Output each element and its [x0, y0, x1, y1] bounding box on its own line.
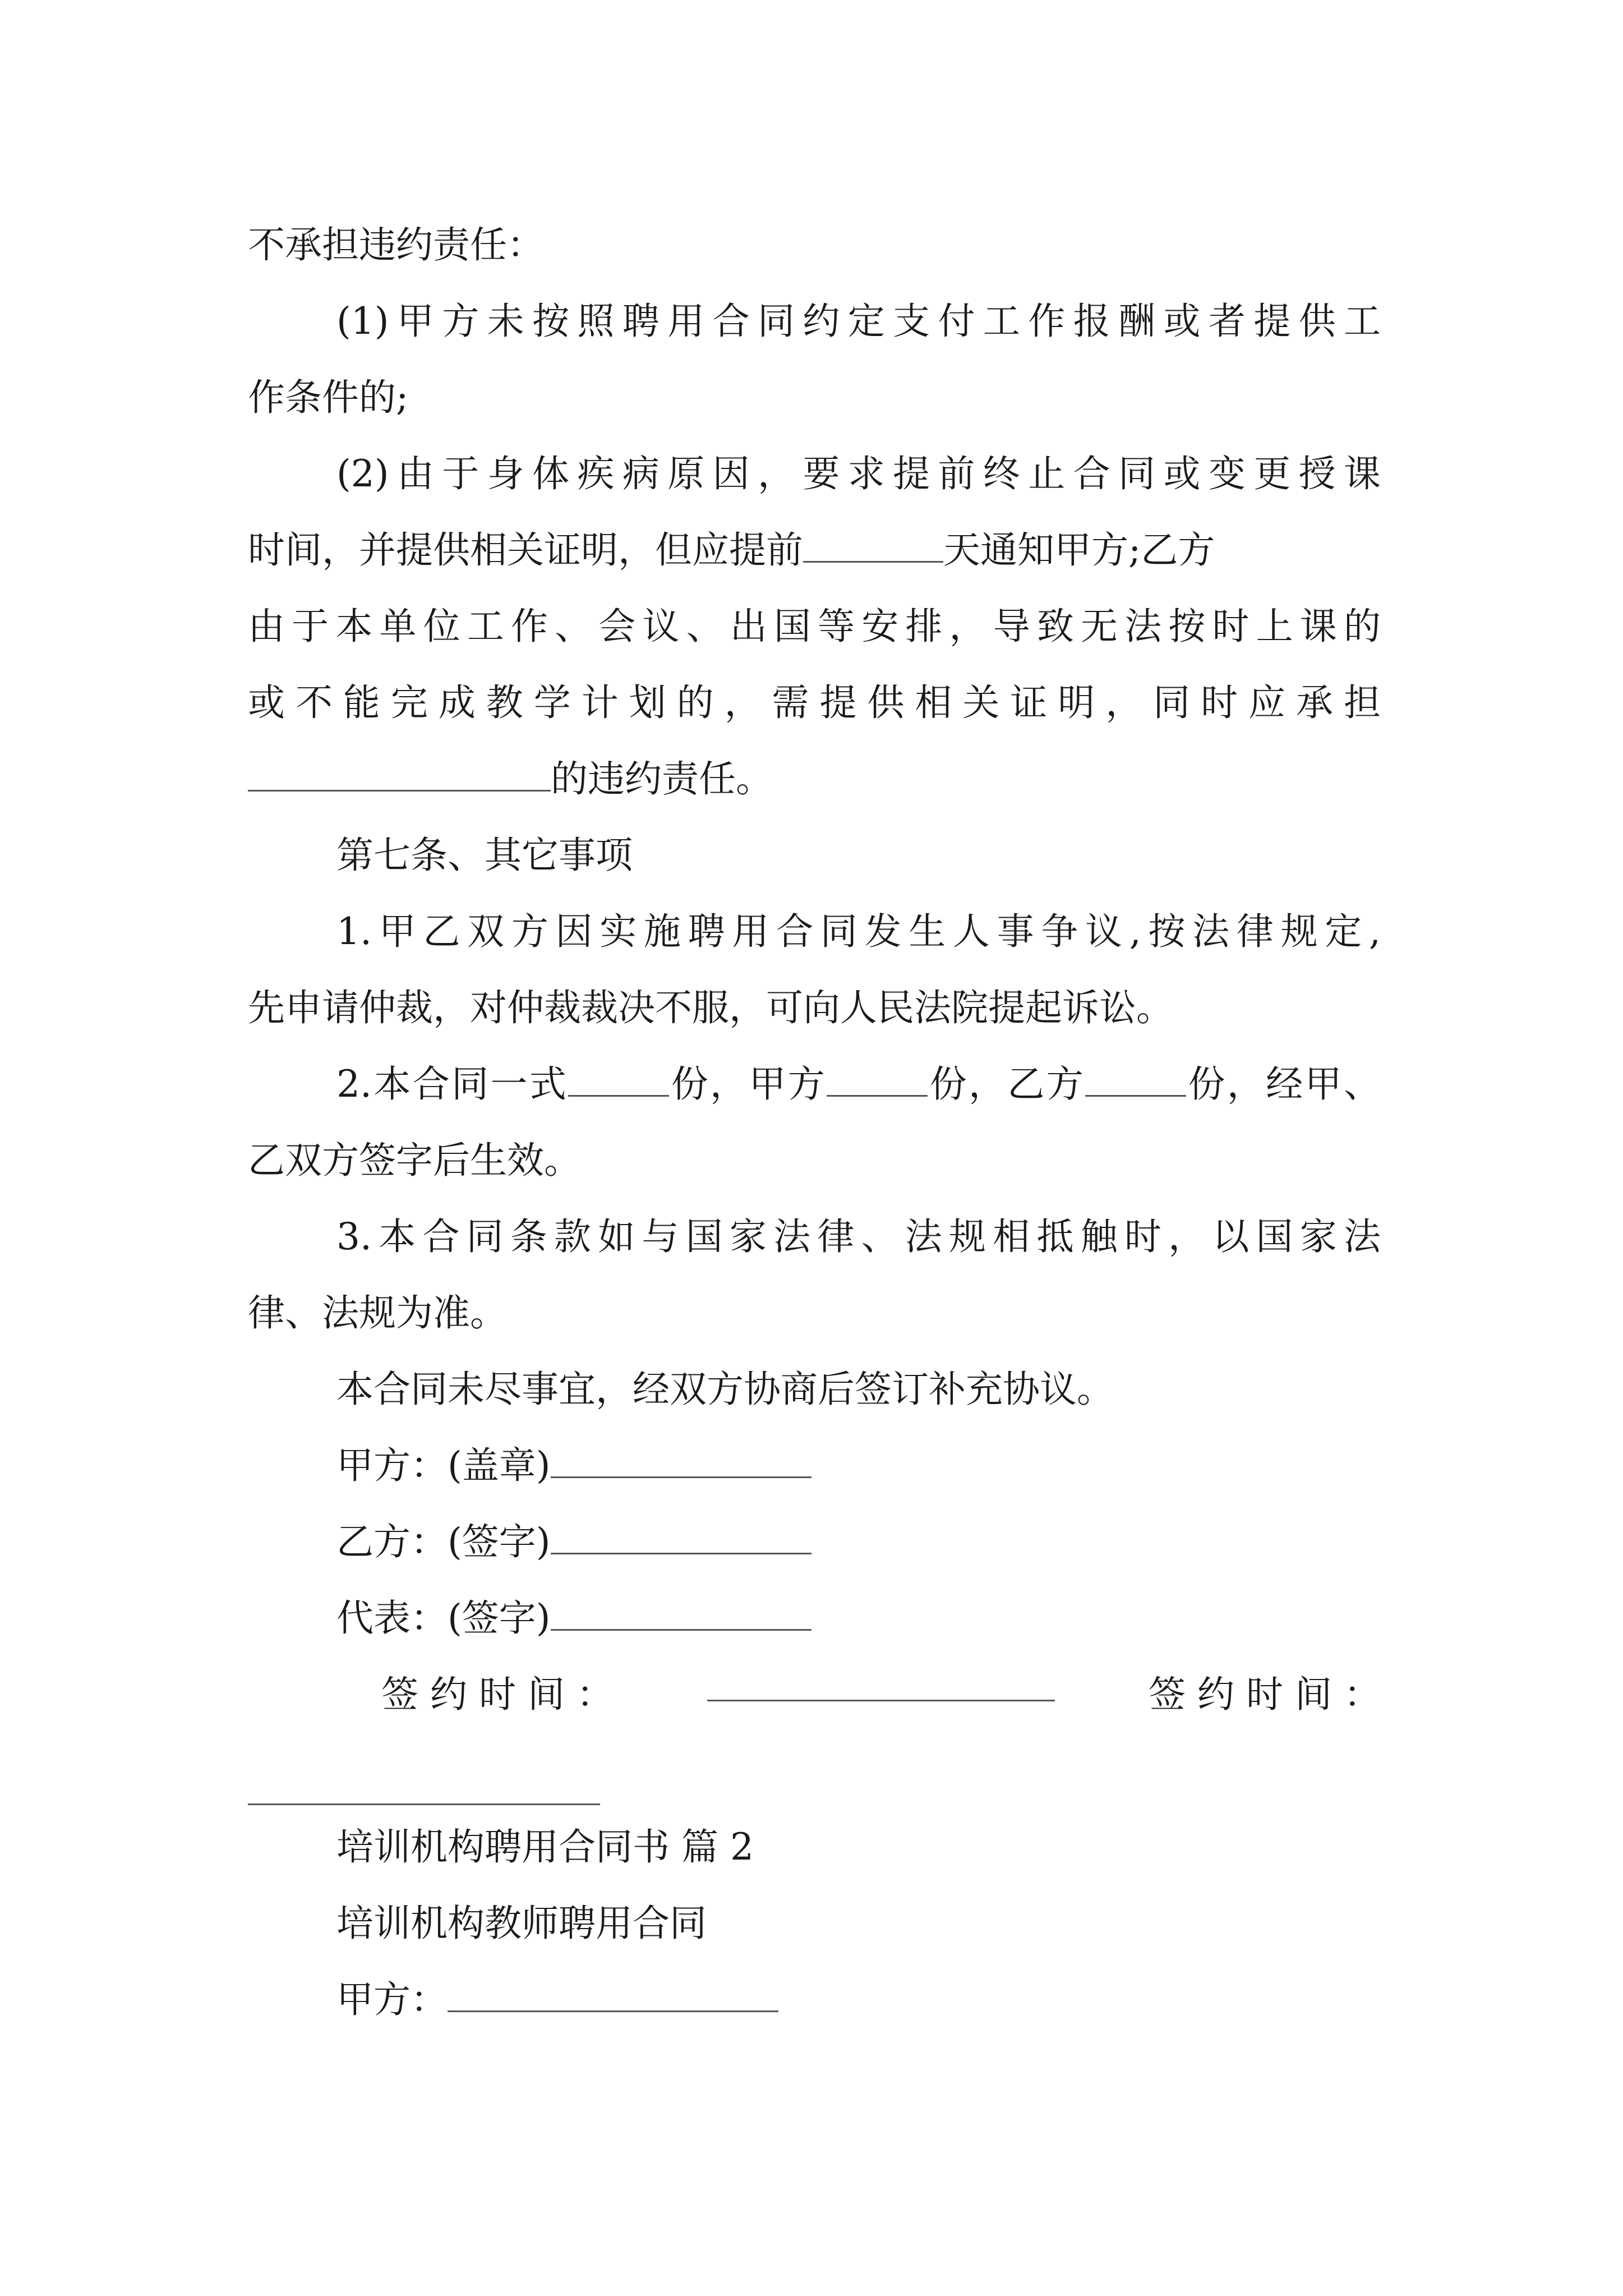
text: 律、法规为准。 — [248, 1291, 507, 1335]
party-b-signature-blank[interactable] — [551, 1542, 811, 1554]
section-heading — [336, 822, 633, 889]
text: 先申请仲裁，对仲裁裁决不服，可向人民法院提起诉讼。 — [248, 986, 1173, 1029]
paragraph-line — [248, 669, 1381, 737]
text: 1.甲乙双方因实施聘用合同发生人事争议,按法律规定, — [336, 910, 1381, 953]
text: (2)由于身体疾病原因，要求提前终止合同或变更授课 — [336, 452, 1381, 495]
text: 甲方：(盖章) — [336, 1444, 551, 1487]
party-a-line — [336, 1966, 778, 2033]
clause-item-1 — [336, 898, 1381, 965]
text: 或不能完成教学计划的，需提供相关证明，同时应承担 — [248, 681, 1381, 724]
copies-party-a-blank[interactable] — [827, 1084, 928, 1097]
clause-item-3 — [336, 1203, 1381, 1271]
representative-signature-blank[interactable] — [551, 1618, 811, 1631]
text: 培训机构教师聘用合同 — [336, 1902, 707, 1945]
clause-item-2 — [336, 1051, 1381, 1118]
paragraph-line — [248, 1280, 507, 1347]
paragraph-line — [248, 211, 544, 279]
representative-signature-line — [336, 1585, 811, 1652]
copies-party-b-blank[interactable] — [1085, 1084, 1186, 1097]
text: 不承担违约责任： — [248, 223, 544, 266]
text: 的违约责任。 — [551, 757, 773, 800]
party-b-signature-line — [336, 1508, 811, 1576]
text: 代表：(签字) — [336, 1596, 551, 1640]
copies-total-blank[interactable] — [568, 1084, 669, 1097]
party-a-name-blank[interactable] — [448, 1999, 778, 2012]
text: (1)甲方未按照聘用合同约定支付工作报酬或者提供工 — [336, 300, 1381, 343]
clause-item-1 — [336, 288, 1381, 355]
notice-days-blank[interactable] — [803, 550, 943, 563]
signing-date-blank-b[interactable] — [248, 1803, 600, 1805]
text: 份，经甲、 — [1186, 1062, 1381, 1106]
signing-date-blank-a[interactable] — [707, 1688, 1055, 1701]
paragraph-line — [248, 974, 1173, 1042]
text: 第七条、其它事项 — [336, 834, 633, 877]
text: 培训机构聘用合同书 篇 2 — [336, 1825, 754, 1869]
contract-title — [336, 1890, 707, 1957]
text: 本合同未尽事宜，经双方协商后签订补充协议。 — [336, 1368, 1114, 1411]
paragraph-line — [248, 364, 408, 431]
text: 甲方： — [336, 1978, 448, 2021]
clause-item-2 — [336, 440, 1381, 508]
text: 由于本单位工作、会议、出国等安排，导致无法按时上课的 — [248, 605, 1381, 648]
liability-blank[interactable] — [248, 779, 551, 792]
signing-date-label-a: 签 约 时 间 ： — [381, 1673, 614, 1716]
signing-date-label-b: 签 约 时 间 ： — [1149, 1673, 1381, 1716]
text: 份，甲方 — [669, 1062, 827, 1106]
signing-date-line — [336, 1661, 1381, 1728]
text: 3.本合同条款如与国家法律、法规相抵触时，以国家法 — [336, 1215, 1381, 1258]
party-a-seal-blank[interactable] — [551, 1465, 811, 1478]
section-title — [336, 1814, 754, 1881]
paragraph-line — [336, 1356, 1114, 1423]
paragraph-line — [248, 1127, 581, 1194]
text: 乙方：(签字) — [336, 1520, 551, 1563]
text: 乙双方签字后生效。 — [248, 1139, 581, 1182]
text: 时间，并提供相关证明，但应提前 — [248, 528, 803, 572]
paragraph-line-with-blank — [248, 517, 1215, 584]
paragraph-line — [248, 593, 1381, 660]
text: 天通知甲方;乙方 — [943, 528, 1215, 572]
paragraph-line-with-blank — [248, 746, 773, 813]
text: 2.本合同一式 — [336, 1062, 569, 1106]
party-a-signature-line — [336, 1432, 811, 1499]
text: 作条件的; — [248, 376, 409, 419]
text: 份，乙方 — [928, 1062, 1086, 1106]
